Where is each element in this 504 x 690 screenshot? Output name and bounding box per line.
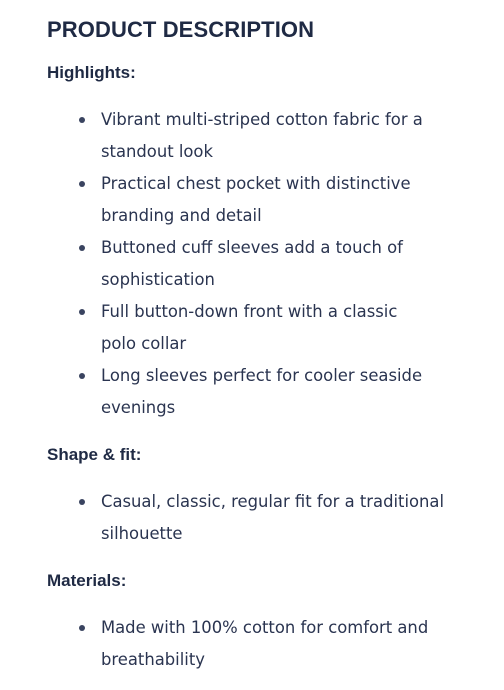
list-item-text: Buttoned cuff sleeves add a touch of sophistication — [101, 238, 403, 289]
bullet-icon — [79, 117, 85, 123]
list-item-text: Practical chest pocket with distinctive branding and detail — [101, 174, 411, 225]
list-item-text: Vibrant multi-striped cotton fabric for a standout look — [101, 110, 423, 161]
bullet-icon — [79, 499, 85, 505]
list-item-text: Long sleeves perfect for cooler seaside evenings — [101, 366, 423, 417]
materials-list — [47, 612, 457, 676]
section-heading-shape-fit: Shape & fit: — [47, 445, 142, 464]
section-materials — [47, 570, 487, 676]
page-title: PRODUCT DESCRIPTION — [47, 17, 315, 42]
highlights-list — [47, 104, 437, 424]
list-item — [47, 612, 457, 676]
product-description-panel — [47, 14, 487, 676]
section-highlights — [47, 62, 487, 424]
bullet-icon — [79, 245, 85, 251]
bullet-icon — [79, 309, 85, 315]
list-item — [47, 232, 437, 296]
list-item — [47, 104, 437, 168]
bullet-icon — [79, 373, 85, 379]
list-item — [47, 360, 437, 424]
list-item — [47, 296, 437, 360]
shape-fit-list — [47, 486, 487, 550]
bullet-icon — [79, 625, 85, 631]
list-item-text: Full button-down front with a classic polo collar — [101, 302, 398, 353]
list-item-text: Casual, classic, regular fit for a traditional silhouette — [101, 492, 445, 543]
section-heading-highlights: Highlights: — [47, 63, 136, 82]
section-shape-fit — [47, 444, 487, 550]
list-item — [47, 486, 487, 550]
bullet-icon — [79, 181, 85, 187]
section-heading-materials: Materials: — [47, 571, 127, 590]
list-item — [47, 168, 437, 232]
list-item-text: Made with 100% cotton for comfort and breathability — [101, 618, 429, 669]
